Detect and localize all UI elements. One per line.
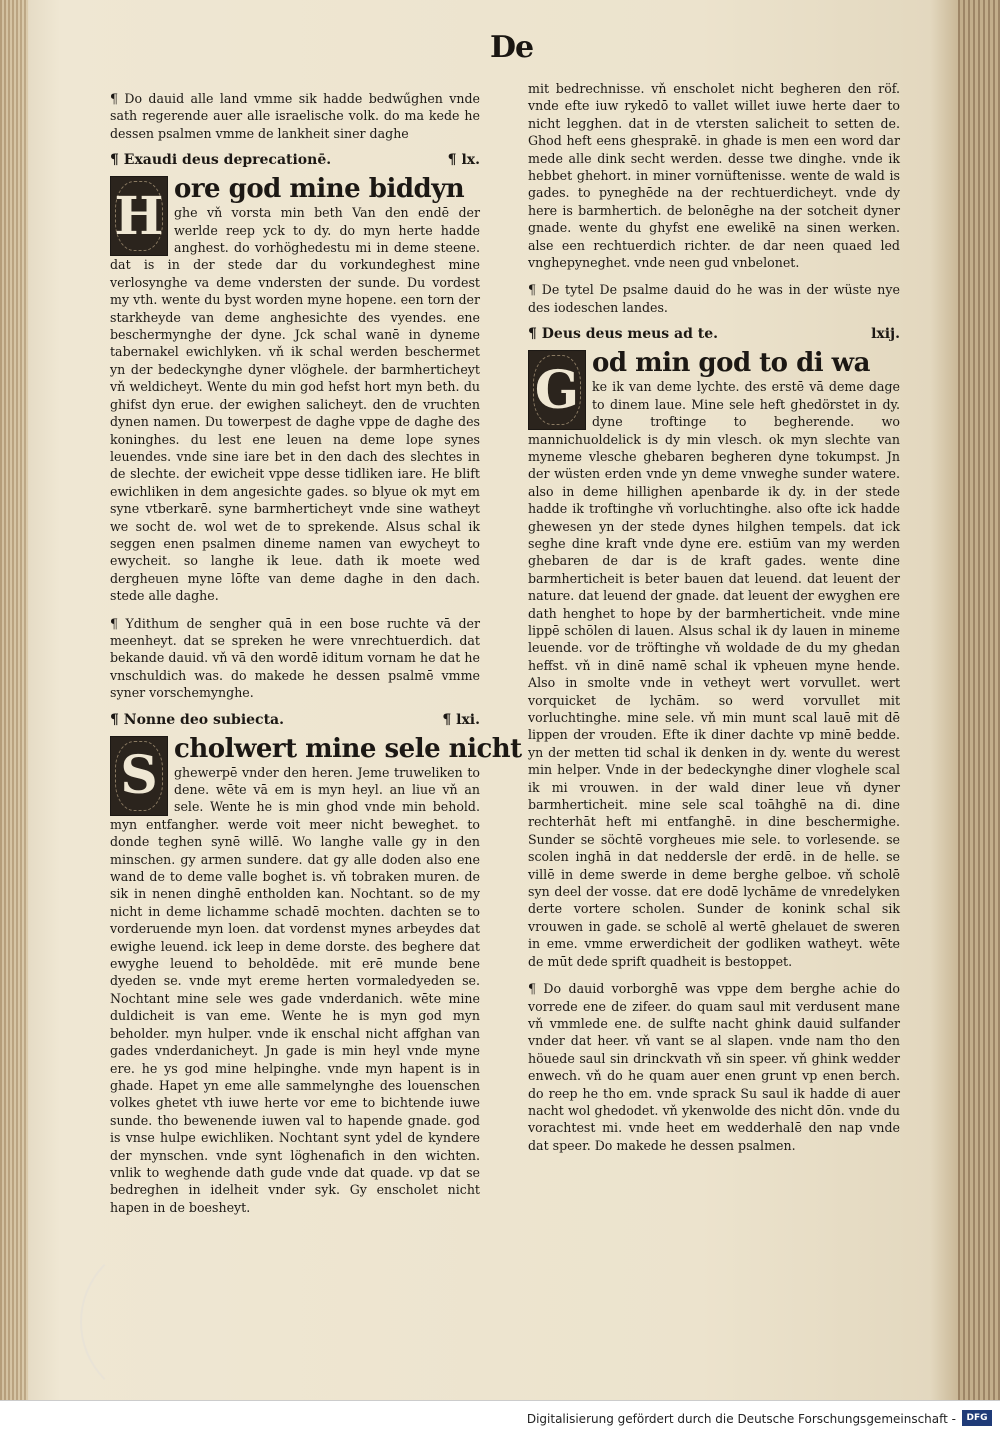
psalm-number: lxij. (871, 326, 900, 343)
running-head: De (490, 30, 534, 65)
intro-paragraph: ¶ Do dauid vorborghē was vppe dem berghe achie do vorrede ene de zifeer. do quam saul mit verdusent mane vň vmmlede ene. de sulfte nacht ghink dauid sulfander vnder dat heer. vň vant se al slapen. vnde nam tho den höuede saul sin drinckvath vň sin speer. vň ghink wedder enwech. vň do he quam auer enen grunt vp enen berch. do reep he tho em. vnde sprack Su saul ik hadde di auer nacht wol ghedodet. vň ykenwolde des nicht dōn. vnde du vorachtest mi. vnde heet em wedderhalē den nap vnde dat speer. Do makede he dessen psalmen. (528, 981, 900, 1153)
initial-letter: G (534, 359, 580, 421)
psalm-text: ke ik van deme lychte. des erstē vā deme dage to dinem laue. Mine sele heft ghedörstet in dy. dyne troftinge to begherende. wo mannichuoldelick is dy min vlesch. ok myn slechte van myneme vlesche ghebaren begheren dyne tokumpst. Jn der wüsten erden vnde yn deme vnweghe sunder watere. also in deme hillighen apenbarde ik dy. in der stede hadde ik troftinghe vň vorluchtinghe. also ofte ick hadde ghewesen yn der stede dynes hilghen tempels. dat ick seghe dine kraft vnde dyne ere. estiūm van my werden ghebaren de dar is de kraft gades. wente dine barmherticheit is beter bauen dat leuend. dat leuent der nature. dat leuend der gnade. dat leuent der ewyghen ere dath henghet to hope by der barmherticheit. vnde mine lippē schōlen di lauen. Alsus schal ik dy lauen in mineme leuende. vor de tröftinghe vň woldade de du my ghedan heffst. vň in dinē namē schal ik vpheuen myne hende. Also in smolte vnde in vetheyt wert vorvullet. wert vorquicket de lychām. so werd vorvullet mit vorluchtinghe. mine sele. vň min munt scal lauē mit dē lippen der vrouden. Efte ik diner dachte vp minē bedde. yn der metten tid schal ik denken in dy. wente du werest min helper. Vnde in der bedeckynghe diner vloghele scal ik mi vrouwen. in der wald diner leue vň dyner barmherticheit. mine sele scal toāhghē na di. dine rechterhāt heft mi entfanghē. in dine beschermighe. Sunder se söchtē vorgheues mie sele. to vorlesende. se scolen inghā in dat neddersle der erdē. in de helle. se villē in deme swerde in deme berghe gelboe. vň scholē syn deel der vosse. dat ere dodē lychāme de vnredelyken derte vortere scholen. Sunder de konink schal sik vrouwen in gade. se scholē al wertē ghelauet de sweren in eme. vmme erwerdicheit der godliken watheyt. wēte de mūt dede sprift quadheit is bestoppet. (528, 379, 900, 969)
psalm-heading-row (110, 712, 480, 728)
dfg-logo: DFG (962, 1410, 992, 1426)
psalm-opening-line: ore god mine biddyn (174, 174, 465, 205)
right-column (528, 80, 900, 1154)
right-page-binding (958, 0, 1000, 1400)
decorated-initial (528, 350, 586, 430)
psalm-block (110, 733, 522, 1217)
psalm-text-continued: mit bedrechnisse. vň enscholet nicht begheren den röf. vnde efte iuw rykedō to vallet willet iuwe herte daer to nicht legghen. dat in de vtersten salicheit to setten de. Ghod heft eens ghesprakē. in ghade is men een word dar mede alle dink secht werden. desse twe dinghe. vnde ik hebbet ghehort. in miner vornüftenisse. wente de wald is gades. to pyneghēde na der rechtuerdicheyt. vnde dy here is barmhertich. de belonēghe na der sotcheit dyner gnade. wente du ghyfst ene ewelikē na sinen werken. alse een rechtuerdich richter. de dar neen quaed led vnghepyneghet. vnde neen gud vnbelonet. (528, 81, 900, 271)
initial-letter: S (120, 745, 158, 807)
psalm-text: ghe vň vorsta min beth Van den endē der werlde reep yck to dy. do myn herte hadde anghest. do vorhöghedestu mi in deme steene. dat is in der stede dar du vorkundeghest mine verlosynghe va deme vndersten der sunde. Du vordest my vth. wente du byst worden myne hopene. een torn der starkheyde van deme anghesichte des vyendes. ene beschermynghe der dyne. Jck schal wanē in dyneme tabernakel ewichlyken. vň ik schal werden beschermet yn der bedeckynghe dyner vlöghele. der barmherticheyt vň weldicheyt. Wente du min god hefst hort myn beth. du ghifst dyn erue. der ewighen salicheyt. den de vruchten dynen namen. Du towerpest de daghe vppe de daghe des koninghes. du lest ene leuen na deme lope synes leuendes. vnde sine iare bet in den dach des slechtes in de slechte. der ewicheit vppe desse tidliken iare. He blift ewichliken in dem angesichte gades. so blyue ok myt em syne vtberkarē. syne barmherticheyt vnde sine watheyt we socht de. wol wet de to sprekende. Alsus schal ik seggen enen psalmen dineme namen van ewycheyt to ewycheit. so langhe ik leue. dath ik moete wed dergheuen myne lōfte van deme daghe in den dach. stede alle daghe. (110, 205, 480, 604)
psalm-opening-line: od min god to di wa (592, 348, 870, 379)
initial-letter: H (114, 185, 164, 247)
psalm-incipit: ¶ Exaudi deus deprecationē. (110, 152, 332, 169)
psalm-heading-row (110, 152, 480, 168)
decorated-initial (110, 736, 168, 816)
psalm-number: ¶ lxi. (442, 711, 480, 728)
bookmark-ribbon (80, 1240, 244, 1404)
psalm-incipit: ¶ Deus deus meus ad te. (528, 326, 719, 343)
psalm-opening-line: cholwert mine sele nicht (174, 733, 522, 764)
psalm-number: ¶ lx. (447, 152, 480, 169)
psalm-incipit: ¶ Nonne deo subiecta. (110, 711, 284, 728)
decorated-initial (110, 176, 168, 256)
page-stack-edge (0, 0, 28, 1400)
funding-credit: Digitalisierung gefördert durch die Deutsche Forschungsgemeinschaft - (526, 1412, 956, 1426)
psalm-text: ghewerpē vnder den heren. Jeme truweliken to dene. wēte vā em is myn heyl. an liue vň an sele. Wente he is min ghod vnde min behold. myn entfangher. werde voit meer nicht beweghet. to donde teghen synē willē. Wo langhe valle gy in den minschen. gy armen sundere. dat gy alle doden also ene wand de to deme valle boghet is. vň tobraken muren. de sik in nenen dinghē entholden kan. Nochtant. so de my nicht in deme lichamme schadē mochten. dachten se to vorderuende myn loen. dat vordenst mynes arbeydes dat ewighe leuend. ick leep in deme dorste. des beghere dat ewyghe leuend to beholdēde. mit erē munde bene dyeden se. vnde myt ereme herten vormaledyeden se. Nochtant mine sele wes gade vnderdanich. wēte mine duldicheit is van eme. Wente he is myn god myn beholder. myn hulper. vnde ik enschal nicht affghan van gades vnderdanicheyt. Jn gade is min heyl vnde myne ere. he ys god mine helpinghe. vnde myn hapent is in ghade. Hapet yn eme alle sammelynghe des louenschen volkes ghetet vth iuwe herte vor eme to bichtende iuwe sunde. tho bewenende iuwen val to hapende gnade. god is vnse hulpe ewichliken. Nochtant synt ydel de kyndere der mynschen. vnde synt löghenafich in den wichten. vnlik to weghende dath gude vnde dat quade. vp dat se bedreghen in idelheit vnder syk. Gy enscholet nicht hapen in de boesheyt. (110, 764, 480, 1215)
intro-paragraph: ¶ De tytel De psalme dauid do he was in der wüste nye des iodeschen landes. (528, 282, 900, 315)
footer-bar (0, 1400, 1000, 1437)
psalm-heading-row (528, 326, 900, 342)
intro-paragraph: ¶ Do dauid alle land vmme sik hadde bedwűghen vnde sath regerende auer alle israelische volk. do ma kede he dessen psalmen vmme de lankheit siner daghe (110, 91, 480, 141)
left-column (110, 90, 522, 1216)
intro-paragraph: ¶ Ydithum de sengher quā in een bose ruchte vā der meenheyt. dat se spreken he were vnrechtuerdich. dat bekande dauid. vň vā den wordē iditum vornam he dat he vnschuldich was. do makede he dessen psalmē vmme syner vorschemynghe. (110, 615, 480, 701)
psalm-block (110, 174, 480, 604)
psalm-block (528, 348, 900, 970)
